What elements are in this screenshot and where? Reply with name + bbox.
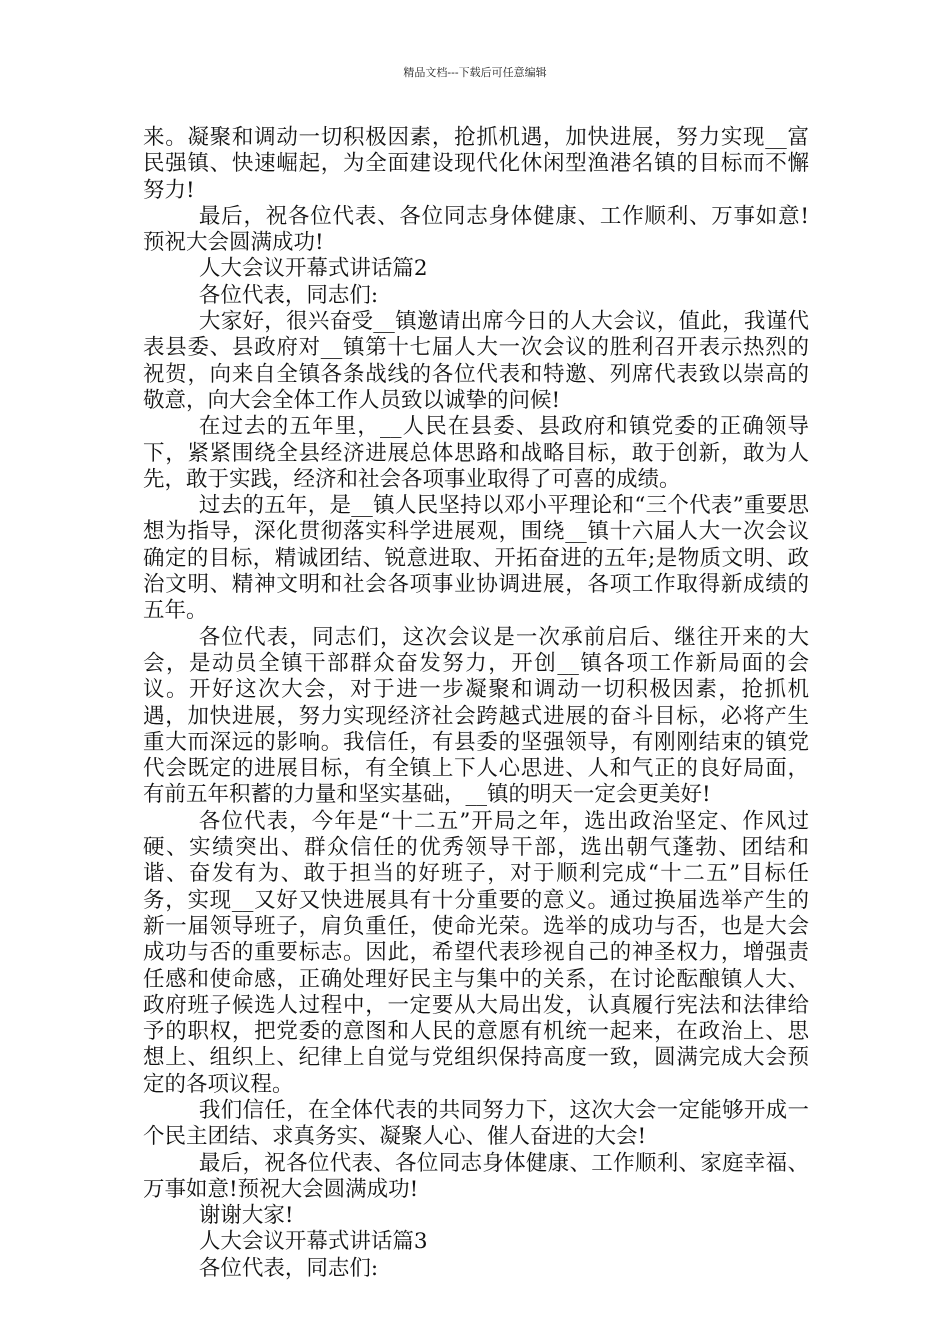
paragraph-meeting-significance: 各位代表，同志们，这次会议是一次承前启后、继往开来的大会，是动员全镇干部群众奋发努力，开创__镇各项工作新局面的会议。开好这次大会，对于进一步凝聚和调动一切积极因素，抢抓机遇，加快进展，努力实现经济社会跨越式进展的奋斗目标，必将产生重大而深远的影响。我信任，有县委的坚强领导，有刚刚结束的镇党代会既定的进展目标，有全镇上下人心思进、人和气正的良好局面，有前五年积蓄的力量和坚实基础，__镇的明天一定会更美好! <box>143 624 809 808</box>
paragraph-closing-wishes: 最后，祝各位代表、各位同志身体健康、工作顺利、万事如意!预祝大会圆满成功! <box>143 203 809 256</box>
paragraph-confidence: 我们信任，在全体代表的共同努力下，这次大会一定能够开成一个民主团结、求真务实、凝聚人心、催人奋进的大会! <box>143 1097 809 1150</box>
paragraph-greeting: 大家好，很兴奋受__镇邀请出席今日的人大会议，值此，我谨代表县委、县政府对__镇第十七届人大一次会议的胜利召开表示热烈的祝贺，向来自全镇各条战线的各位代表和特邀、列席代表致以崇高的敬意，向大会全体工作人员致以诚挚的问候! <box>143 309 809 413</box>
section-title-speech-2: 人大会议开幕式讲话篇2 <box>198 256 428 282</box>
paragraph-past-five-years: 在过去的五年里，__人民在县委、县政府和镇党委的正确领导下，紧紧围绕全县经济进展总体思路和战略目标，敢于创新，敢为人先，敢于实践，经济和社会各项事业取得了可喜的成绩。 <box>143 414 809 492</box>
paragraph-achievements: 过去的五年，是__镇人民坚持以邓小平理论和“三个代表”重要思想为指导，深化贯彻落实科学进展观，围绕__镇十六届人大一次会议确定的目标，精诚团结、锐意进取、开拓奋进的五年;是物质文明、政治文明、精神文明和社会各项事业协调进展，各项工作取得新成绩的五年。 <box>143 493 809 624</box>
paragraph-final-wishes: 最后，祝各位代表、各位同志身体健康、工作顺利、家庭幸福、万事如意!预祝大会圆满成功! <box>143 1150 809 1202</box>
paragraph-continuation: 来。凝聚和调动一切积极因素，抢抓机遇，加快进展，努力实现__富民强镇、快速崛起，为全面建设现代化休闲型渔港名镇的目标而不懈努力! <box>143 125 809 203</box>
paragraph-thanks: 谢谢大家! <box>198 1203 294 1229</box>
paragraph-salutation-3: 各位代表，同志们: <box>198 1255 379 1281</box>
paragraph-salutation: 各位代表，同志们: <box>198 282 379 308</box>
paragraph-election: 各位代表，今年是“十二五”开局之年，选出政治坚定、作风过硬、实绩突出、群众信任的优秀领导干部，选出朝气蓬勃、团结和谐、奋发有为、敢于担当的好班子，对于顺利完成“十二五”目标任务，实现__又好又快进展具有十分重要的意义。通过换届选举产生的新一届领导班子，肩负重任，使命光荣。选举的成功与否，也是大会成功与否的重要标志。因此，希望代表珍视自己的神圣权力，增强责任感和使命感，正确处理好民主与集中的关系，在讨论酝酿镇人大、政府班子候选人过程中，一定要从大局出发，认真履行宪法和法律给予的职权，把党委的意图和人民的意愿有机统一起来，在政治上、思想上、组织上、纪律上自觉与党组织保持高度一致，圆满完成大会预定的各项议程。 <box>143 808 809 1097</box>
section-title-speech-3: 人大会议开幕式讲话篇3 <box>198 1229 428 1255</box>
document-body <box>143 125 809 1282</box>
page-header: 精品文档---下载后可任意编辑 <box>403 66 547 79</box>
